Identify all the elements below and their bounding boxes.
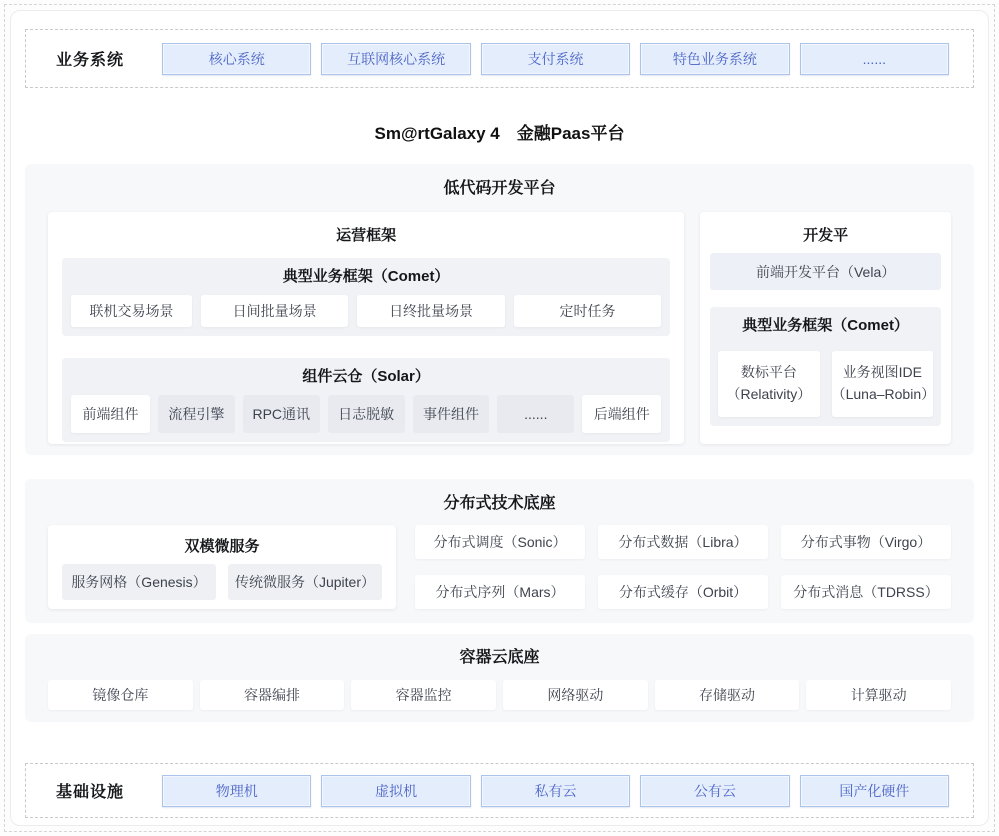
backend-component-chip: 后端组件 — [582, 395, 661, 433]
infrastructure-label: 基础设施 — [56, 784, 125, 801]
business-system-chip: 核心系统 — [162, 43, 311, 75]
solar-middle-chip: 日志脱敏 — [328, 395, 405, 433]
comet-framework-chips — [71, 295, 661, 327]
distributed-service-chip: 分布式缓存（Orbit） — [598, 575, 768, 609]
distributed-service-chip: 分布式序列（Mars） — [415, 575, 585, 609]
frontend-component-chip: 前端组件 — [71, 395, 150, 433]
infrastructure-chip: 私有云 — [481, 775, 630, 807]
distributed-service-chip: 分布式消息（TDRSS） — [781, 575, 951, 609]
business-system-chip: ...... — [800, 43, 949, 75]
infrastructure-chip: 公有云 — [640, 775, 789, 807]
container-capability-chip: 容器编排 — [200, 680, 345, 710]
luna-robin-ide-chip — [831, 351, 936, 417]
distributed-section — [25, 479, 974, 623]
luna-robin-ide-codename: （Luna–Robin） — [831, 386, 936, 402]
dev-platform-title: 开发平 — [803, 227, 849, 244]
jupiter-microservice-chip: 传统微服务（Jupiter） — [228, 564, 382, 600]
infrastructure-row — [25, 763, 974, 818]
solar-component-box — [62, 358, 670, 442]
business-system-chip: 支付系统 — [481, 43, 630, 75]
business-systems-chips — [162, 43, 949, 75]
dual-mode-chips — [62, 564, 382, 600]
solar-middle-chip: 流程引擎 — [158, 395, 235, 433]
comet-scene-chip: 日终批量场景 — [357, 295, 504, 327]
container-capability-chip: 镜像仓库 — [48, 680, 193, 710]
container-cloud-section — [25, 634, 974, 722]
business-systems-label: 业务系统 — [56, 52, 125, 69]
solar-component-title: 组件云仓（Solar） — [302, 368, 430, 385]
distributed-content — [48, 525, 951, 609]
solar-middle-chip: RPC通讯 — [243, 395, 320, 433]
container-capability-chip: 容器监控 — [351, 680, 496, 710]
relativity-platform-name: 数标平台 — [740, 364, 797, 381]
distributed-grid — [415, 525, 951, 609]
infrastructure-chips — [162, 775, 949, 807]
platform-title: Sm@rtGalaxy 4 金融Paas平台 — [374, 124, 625, 143]
operation-framework-panel — [48, 212, 684, 444]
business-systems-row — [25, 29, 974, 88]
comet-scene-chip: 日间批量场景 — [201, 295, 348, 327]
solar-middle-chip: 事件组件 — [413, 395, 490, 433]
dual-mode-microservice-panel — [48, 525, 396, 609]
dual-mode-title: 双模微服务 — [184, 538, 260, 555]
dev-platform-panel — [700, 212, 951, 444]
dev-comet-box — [710, 307, 941, 426]
distributed-service-chip: 分布式调度（Sonic） — [415, 525, 585, 559]
container-capability-chip: 存储驱动 — [655, 680, 800, 710]
comet-framework-box — [62, 258, 670, 336]
relativity-platform-chip — [718, 351, 819, 417]
infrastructure-chip: 物理机 — [162, 775, 311, 807]
container-capability-chip: 网络驱动 — [503, 680, 648, 710]
infrastructure-chip: 国产化硬件 — [800, 775, 949, 807]
distributed-service-chip: 分布式事物（Virgo） — [781, 525, 951, 559]
comet-scene-chip: 联机交易场景 — [71, 295, 192, 327]
relativity-platform-codename: （Relativity） — [726, 386, 812, 402]
distributed-section-title: 分布式技术底座 — [443, 495, 556, 512]
lowcode-section-title: 低代码开发平台 — [443, 180, 556, 197]
distributed-service-chip: 分布式数据（Libra） — [598, 525, 768, 559]
container-cloud-title: 容器云底座 — [459, 649, 540, 666]
lowcode-content — [48, 212, 951, 444]
platform-card — [10, 10, 989, 826]
solar-component-chips — [71, 395, 661, 433]
comet-scene-chip: 定时任务 — [514, 295, 661, 327]
infrastructure-chip: 虚拟机 — [321, 775, 470, 807]
container-cloud-chips — [48, 680, 951, 710]
genesis-service-mesh-chip: 服务网格（Genesis） — [62, 564, 216, 600]
business-system-chip: 互联网核心系统 — [321, 43, 470, 75]
luna-robin-ide-name: 业务视图IDE — [842, 364, 922, 381]
business-system-chip: 特色业务系统 — [640, 43, 789, 75]
solar-middle-chip: ...... — [497, 395, 574, 433]
dev-comet-title: 典型业务框架（Comet） — [742, 317, 909, 334]
lowcode-section — [25, 164, 974, 455]
dev-comet-chips — [718, 351, 936, 417]
vela-platform-chip: 前端开发平台（Vela） — [710, 253, 941, 290]
comet-framework-title: 典型业务框架（Comet） — [282, 268, 450, 285]
container-capability-chip: 计算驱动 — [806, 680, 951, 710]
operation-framework-title: 运营框架 — [336, 227, 397, 244]
